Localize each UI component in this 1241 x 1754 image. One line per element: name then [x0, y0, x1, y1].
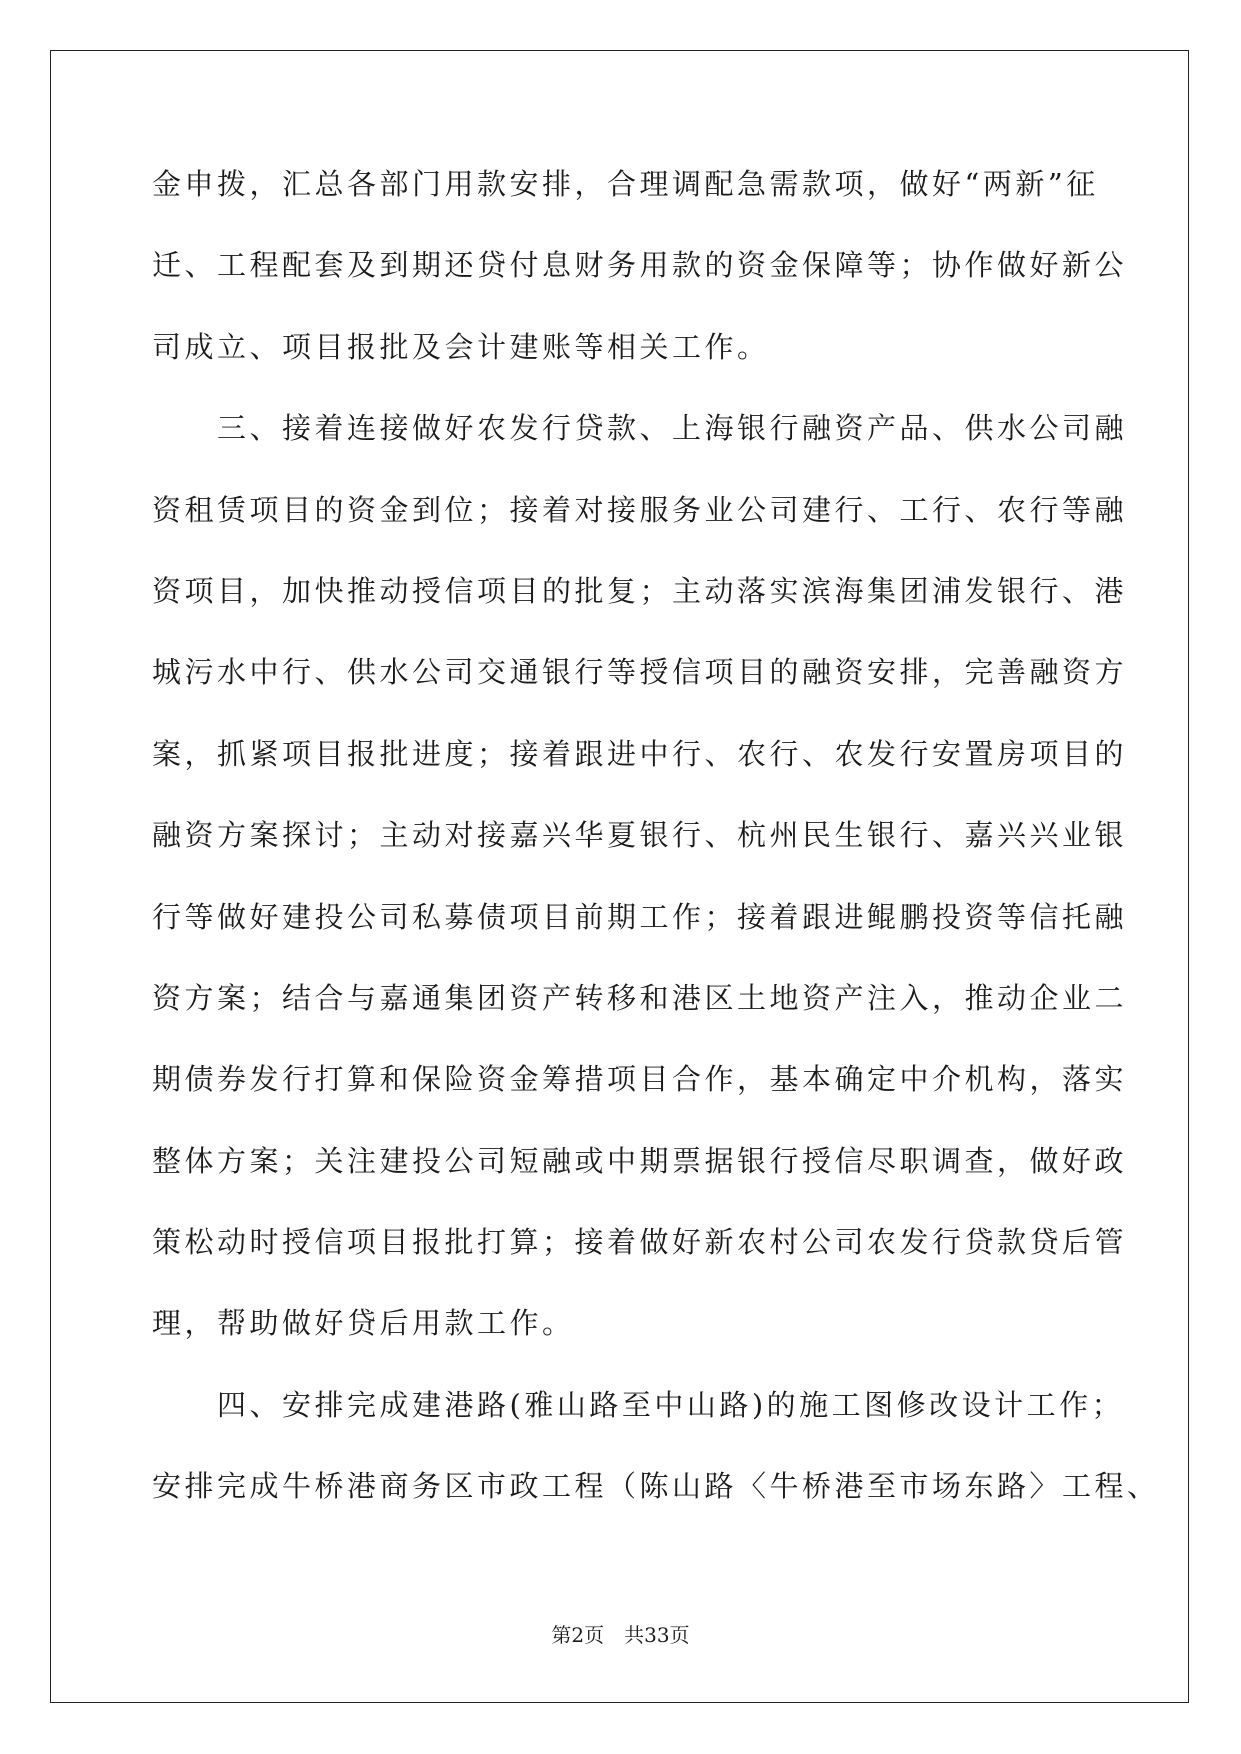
text-line: 四、安排完成建港路(雅山路至中山路)的施工图修改设计工作；: [152, 1387, 1125, 1422]
page-number-text: 第2页 共33页: [551, 1623, 690, 1647]
document-body: [152, 160, 1160, 1544]
text-line: 行等做好建投公司私募债项目前期工作；接着跟进鲲鹏投资等信托融: [152, 899, 1128, 934]
text-line: 金申拨，汇总各部门用款安排，合理调配急需款项，做好“两新”征: [152, 167, 1099, 201]
text-line: 期债券发行打算和保险资金筹措项目合作，基本确定中介机构，落实: [152, 1062, 1128, 1097]
page-number-footer: [0, 1620, 1241, 1650]
text-line: 融资方案探讨；主动对接嘉兴华夏银行、杭州民生银行、嘉兴兴业银: [152, 818, 1128, 853]
text-line: 理，帮助做好贷后用款工作。: [152, 1306, 575, 1341]
text-line: 安排完成牛桥港商务区市政工程（陈山路〈牛桥港至市场东路〉工程、: [152, 1469, 1160, 1504]
text-line: 策松动时授信项目报批打算；接着做好新农村公司农发行贷款贷后管: [152, 1225, 1128, 1260]
text-line: 整体方案；关注建投公司短融或中期票据银行授信尽职调查，做好政: [152, 1143, 1128, 1178]
text-line: 三、接着连接做好农发行贷款、上海银行融资产品、供水公司融: [152, 411, 1128, 446]
text-line: 资租赁项目的资金到位；接着对接服务业公司建行、工行、农行等融: [152, 492, 1128, 527]
text-line: 案，抓紧项目报批进度；接着跟进中行、农行、农发行安置房项目的: [152, 736, 1128, 771]
text-line: 迁、工程配套及到期还贷付息财务用款的资金保障等；协作做好新公: [152, 248, 1128, 283]
text-line: 司成立、项目报批及会计建账等相关工作。: [152, 329, 770, 364]
text-line: 资方案；结合与嘉通集团资产转移和港区土地资产注入，推动企业二: [152, 980, 1128, 1015]
text-line: 资项目，加快推动授信项目的批复；主动落实滨海集团浦发银行、港: [152, 573, 1128, 608]
text-line: 城污水中行、供水公司交通银行等授信项目的融资安排，完善融资方: [152, 655, 1128, 690]
